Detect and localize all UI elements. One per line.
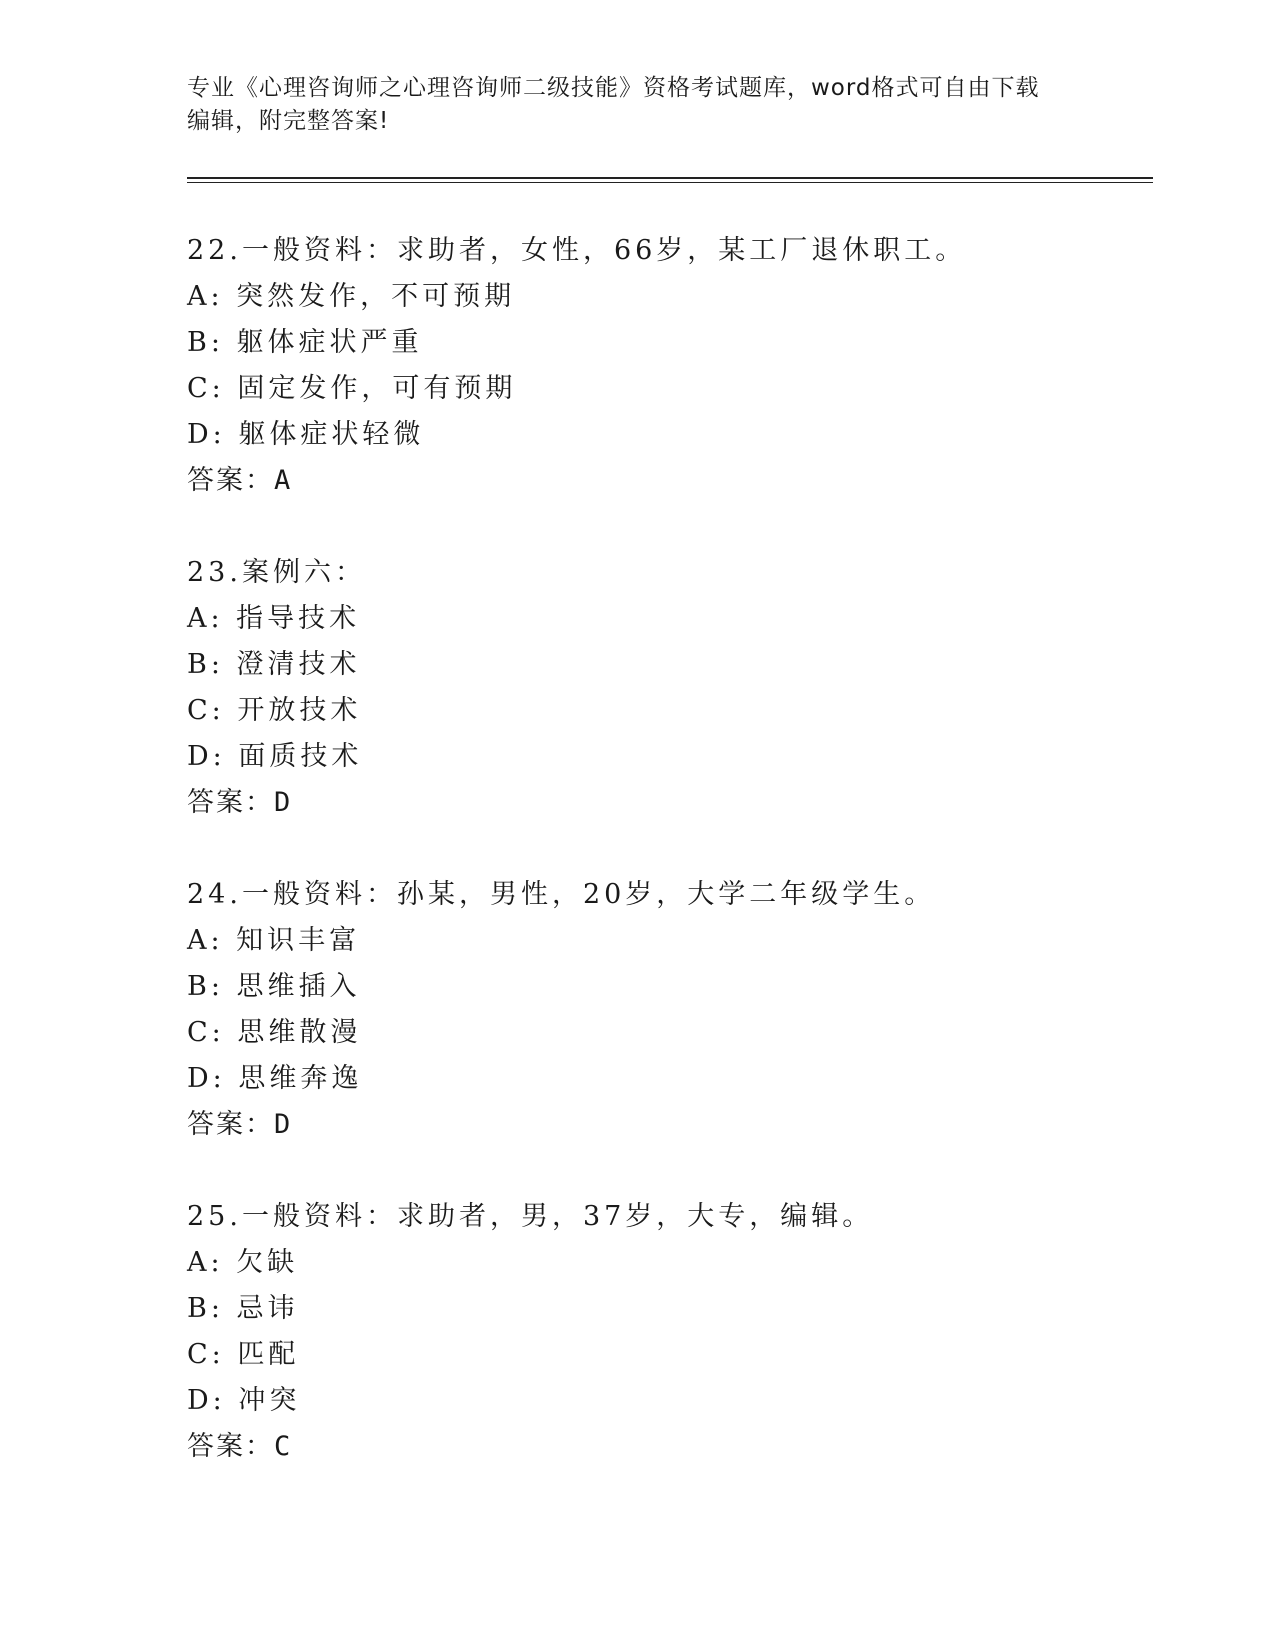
answer [187,1424,1147,1470]
question-stem: 25.一般资料：求助者，男，37岁，大专，编辑。 [187,1201,874,1232]
option-c: C: 思维散漫 [187,1017,362,1048]
option-d: D: 躯体症状轻微 [187,419,425,450]
question-23 [187,550,1147,826]
option-c: C: 固定发作，可有预期 [187,373,517,404]
answer-label: 答案： [187,465,274,496]
answer-value: A [274,465,291,496]
option-c: C: 匹配 [187,1339,300,1370]
question-25 [187,1194,1147,1470]
question-stem: 23.案例六： [187,557,366,588]
option-b: B: 忌讳 [187,1293,299,1324]
answer-label: 答案： [187,1431,274,1462]
header-line-2: 编辑，附完整答案! [187,108,390,134]
option-b: B: 思维插入 [187,971,361,1002]
question-24 [187,872,1147,1148]
answer [187,458,1147,504]
question-stem: 22.一般资料：求助者，女性，66岁，某工厂退休职工。 [187,235,967,266]
answer-value: D [274,787,291,818]
option-a: A: 指导技术 [187,603,361,634]
answer-value: C [274,1431,291,1462]
option-a: A: 知识丰富 [187,925,361,956]
question-22 [187,228,1147,504]
answer-label: 答案： [187,787,274,818]
answer [187,780,1147,826]
header-divider-thick [187,177,1153,179]
option-d: D: 冲突 [187,1385,301,1416]
option-d: D: 面质技术 [187,741,363,772]
answer [187,1102,1147,1148]
option-b: B: 躯体症状严重 [187,327,423,358]
option-a: A: 欠缺 [187,1247,299,1278]
answer-label: 答案： [187,1109,274,1140]
answer-value: D [274,1109,291,1140]
header-divider-thin [187,182,1153,183]
option-a: A: 突然发作，不可预期 [187,281,516,312]
option-b: B: 澄清技术 [187,649,361,680]
option-c: C: 开放技术 [187,695,362,726]
question-stem: 24.一般资料：孙某，男性，20岁，大学二年级学生。 [187,879,936,910]
option-d: D: 思维奔逸 [187,1063,363,1094]
document-header [187,72,1067,138]
header-line-1: 专业《心理咨询师之心理咨询师二级技能》资格考试题库，word格式可自由下载 [187,75,1040,101]
